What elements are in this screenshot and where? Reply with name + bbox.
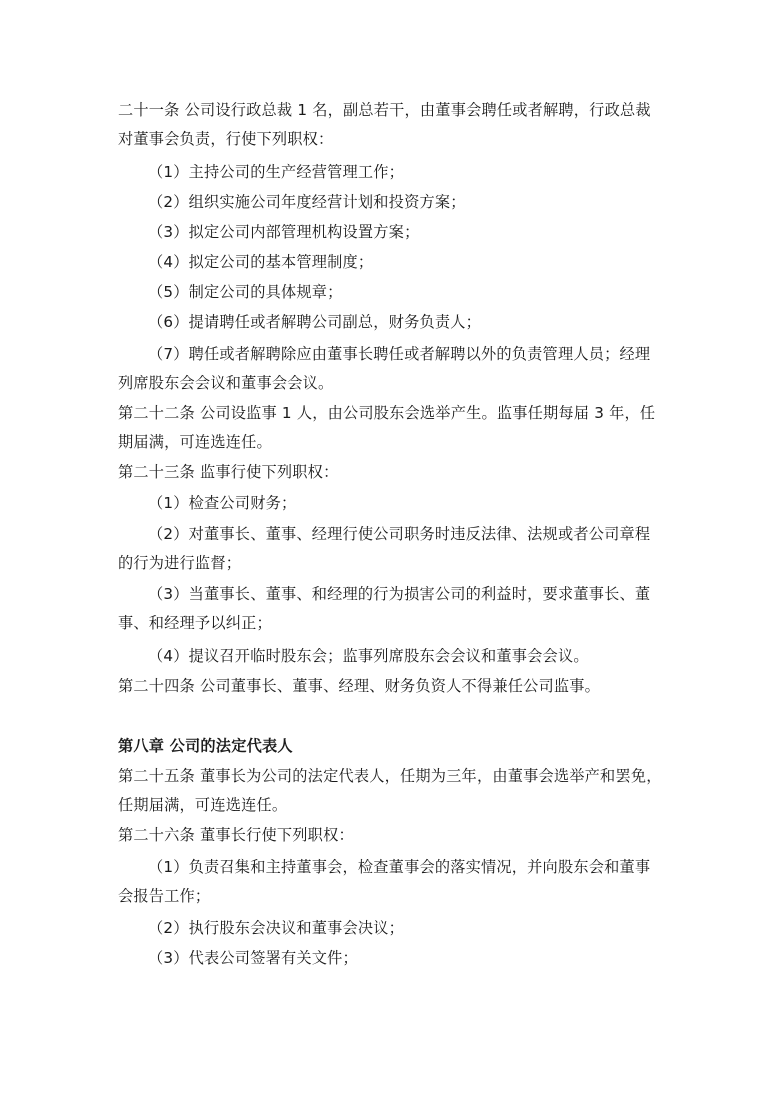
article-23-line-1: 第二十三条 监事行使下列职权： bbox=[118, 463, 339, 481]
article-21-item-5: （5）制定公司的具体规章； bbox=[148, 283, 343, 301]
article-23-item-2-line-2: 的行为进行监督； bbox=[118, 554, 242, 572]
article-21-line-2: 对董事会负责，行使下列职权： bbox=[118, 130, 334, 148]
article-25-line-2: 任期届满，可连选连任。 bbox=[118, 796, 288, 814]
article-21-item-2: （2）组织实施公司年度经营计划和投资方案； bbox=[148, 193, 466, 211]
article-26-item-1-line-1: （1）负责召集和主持董事会，检查董事会的落实情况，并向股东会和董事 bbox=[148, 858, 651, 876]
article-21-item-6: （6）提请聘任或者解聘公司副总，财务负责人； bbox=[148, 313, 482, 331]
article-21-item-1: （1）主持公司的生产经营管理工作； bbox=[148, 163, 405, 181]
article-26-item-1-line-2: 会报告工作； bbox=[118, 887, 211, 905]
article-21-item-7-line-1: （7）聘任或者解聘除应由董事长聘任或者解聘以外的负责管理人员；经理 bbox=[148, 345, 651, 363]
article-22-line-2: 期届满，可连选连任。 bbox=[118, 433, 272, 451]
article-23-item-3-line-2: 事、和经理予以纠正； bbox=[118, 614, 272, 632]
article-26-item-3: （3）代表公司签署有关文件； bbox=[148, 949, 358, 967]
article-25-line-1: 第二十五条 董事长为公司的法定代表人，任期为三年，由董事会选举产和罢免， bbox=[118, 767, 662, 785]
article-24-line-1: 第二十四条 公司董事长、董事、经理、财务负资人不得兼任公司监事。 bbox=[118, 677, 601, 695]
article-26-line-1: 第二十六条 董事长行使下列职权： bbox=[118, 826, 354, 844]
article-26-item-2: （2）执行股东会决议和董事会决议； bbox=[148, 919, 405, 937]
article-21-item-3: （3）拟定公司内部管理机构设置方案； bbox=[148, 223, 420, 241]
article-21-item-7-line-2: 列席股东会会议和董事会会议。 bbox=[118, 374, 334, 392]
article-22-line-1: 第二十二条 公司设监事 1 人，由公司股东会选举产生。监事任期每届 3 年，任 bbox=[118, 404, 656, 422]
article-21-line-1: 二十一条 公司设行政总裁 1 名，副总若干，由董事会聘任或者解聘，行政总裁 bbox=[118, 101, 651, 119]
article-23-item-1: （1）检查公司财务； bbox=[148, 494, 297, 512]
article-23-item-3-line-1: （3）当董事长、董事、和经理的行为损害公司的利益时，要求董事长、董 bbox=[148, 585, 651, 603]
article-21-item-4: （4）拟定公司的基本管理制度； bbox=[148, 253, 374, 271]
chapter-8-title: 第八章 公司的法定代表人 bbox=[118, 737, 293, 755]
article-23-item-4: （4）提议召开临时股东会；监事列席股东会会议和董事会会议。 bbox=[148, 647, 589, 665]
article-23-item-2-line-1: （2）对董事长、董事、经理行使公司职务时违反法律、法规或者公司章程 bbox=[148, 525, 651, 543]
